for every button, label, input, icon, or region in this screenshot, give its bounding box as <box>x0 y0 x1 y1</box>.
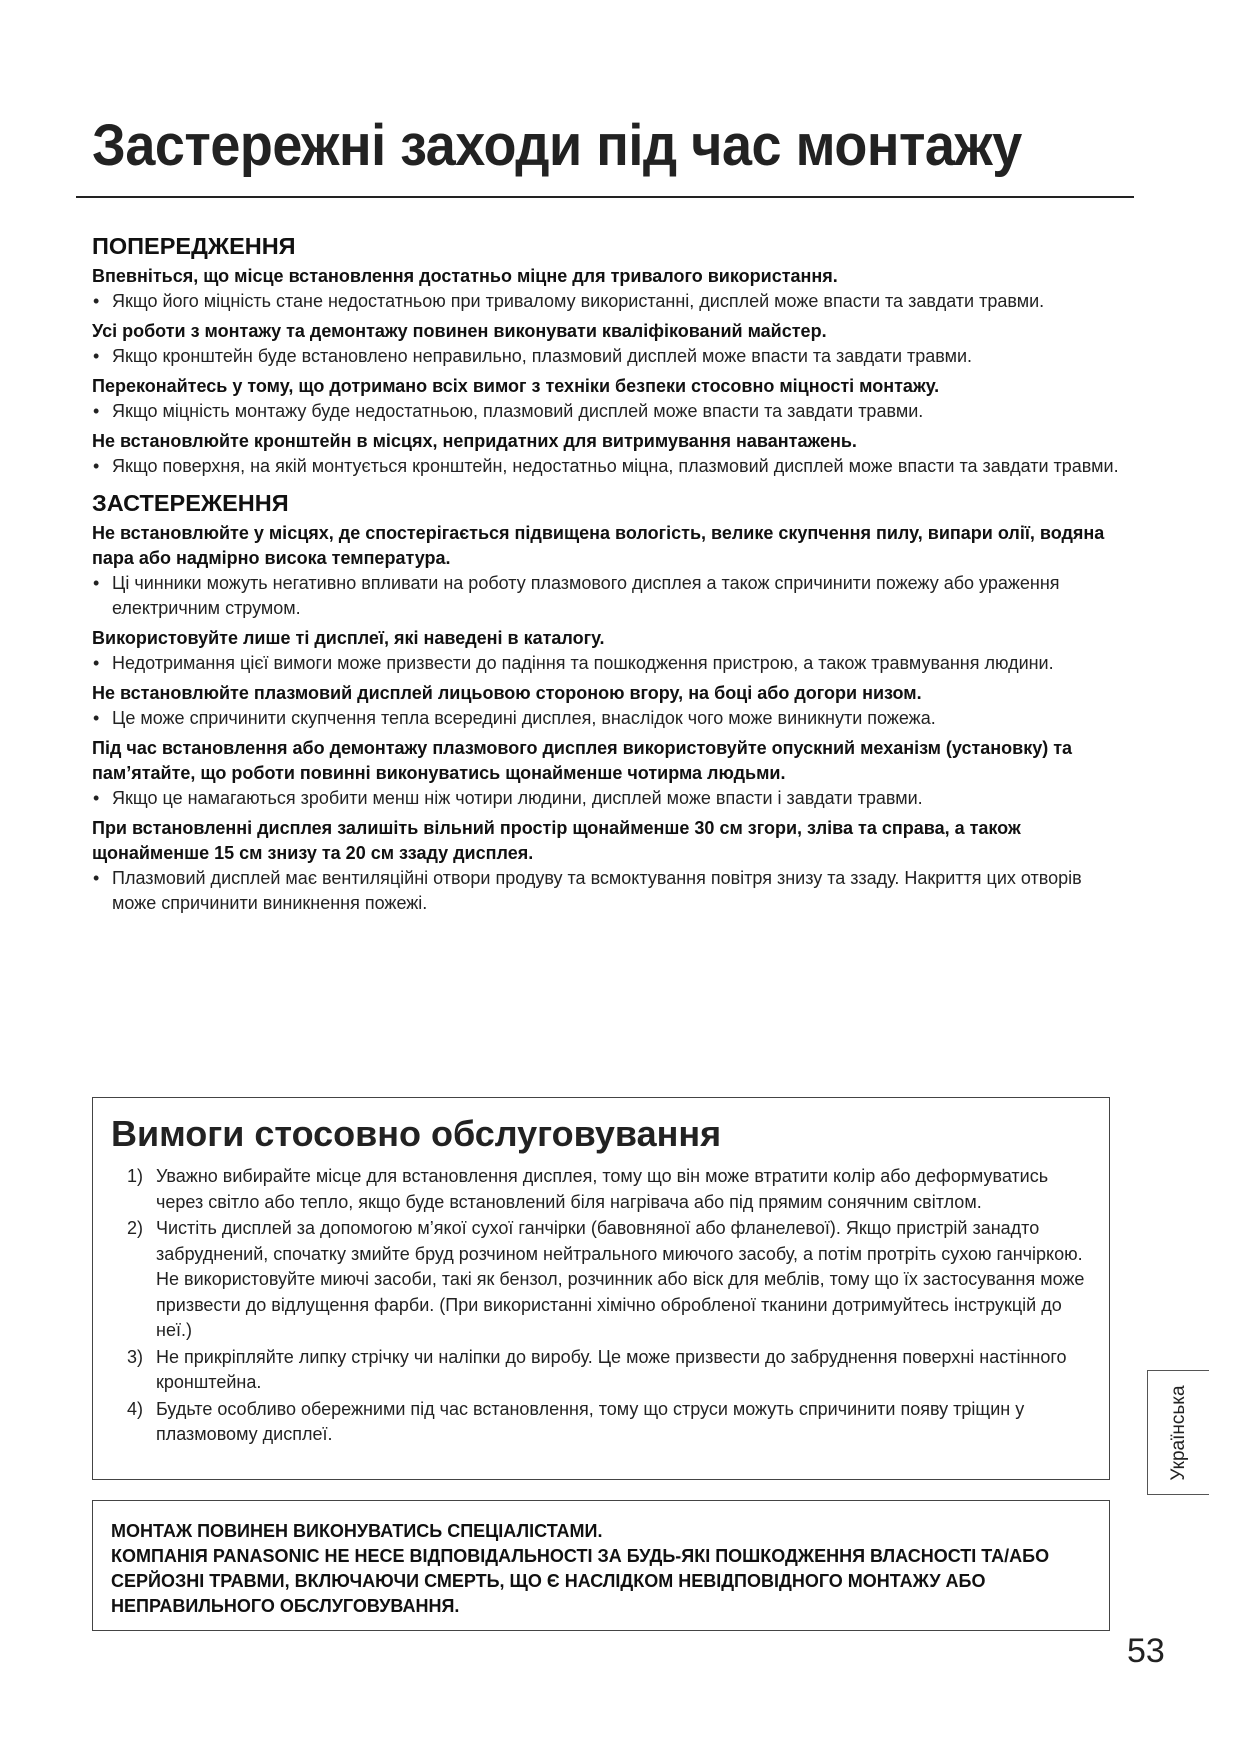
caution-item-title: Використовуйте лише ті дисплеї, які наведені в каталогу. <box>92 628 605 648</box>
bullet-dot-icon: • <box>93 653 100 673</box>
installation-notice-box <box>92 1500 1110 1631</box>
safety-content <box>92 232 1122 921</box>
bullet-dot-icon: • <box>93 401 100 421</box>
caution-item-title: Не встановлюйте плазмовий дисплей лицьовою стороною вгору, на боці або догори низом. <box>92 683 922 703</box>
warning-item-title: Впевніться, що місце встановлення достатньо міцне для тривалого використання. <box>92 266 838 286</box>
caution-item-title: При встановленні дисплея залишіть вільний простір щонайменше 30 см згори, зліва та справа, а також щонайменше 15 см знизу та 20 см ззаду дисплея. <box>92 818 1021 863</box>
caution-item <box>92 626 1122 676</box>
warning-item-bullet <box>92 344 1122 369</box>
page-number: 53 <box>1127 1632 1165 1670</box>
maintenance-item <box>111 1345 1091 1396</box>
maintenance-list <box>111 1164 1091 1448</box>
warning-item <box>92 319 1122 369</box>
bullet-dot-icon: • <box>93 456 100 476</box>
maintenance-item-number: 3) <box>127 1346 144 1367</box>
warning-item-bullet <box>92 289 1122 314</box>
title-divider <box>76 196 1134 198</box>
maintenance-item <box>111 1397 1091 1448</box>
notice-line-specialists: МОНТАЖ ПОВИНЕН ВИКОНУВАТИСЬ СПЕЦІАЛІСТАМИ. <box>111 1521 603 1541</box>
caution-item-title: Під час встановлення або демонтажу плазмового дисплея використовуйте опускний механізм (установку) та пам’ятайте, що роботи повинні виконуватись щонайменше чотирма людьми. <box>92 738 1073 783</box>
bullet-text: Ці чинники можуть негативно впливати на роботу плазмового дисплея а також спричинити пожежу або ураження електричним струмом. <box>112 573 1060 618</box>
caution-item-bullet <box>92 866 1122 916</box>
maintenance-item-text: Не прикріпляйте липку стрічку чи наліпки до виробу. Це може призвести до забруднення поверхні настінного кронштейна. <box>156 1346 1067 1392</box>
warning-heading: ПОПЕРЕДЖЕННЯ <box>92 233 296 259</box>
maintenance-item-number: 4) <box>127 1398 144 1419</box>
bullet-text: Недотримання цієї вимоги може призвести до падіння та пошкодження пристрою, а також травмування людини. <box>112 653 1054 673</box>
caution-heading: ЗАСТЕРЕЖЕННЯ <box>92 490 289 516</box>
page-title: Застережні заходи під час монтажу <box>92 113 1022 178</box>
caution-item <box>92 816 1122 916</box>
caution-item <box>92 736 1122 811</box>
warning-section <box>92 232 1122 479</box>
caution-section <box>92 489 1122 916</box>
warning-item <box>92 374 1122 424</box>
warning-item <box>92 264 1122 314</box>
bullet-dot-icon: • <box>93 708 100 728</box>
caution-item-title: Не встановлюйте у місцях, де спостерігається підвищена вологість, велике скупчення пилу, випари олії, водяна пара або надмірно висока температура. <box>92 523 1105 568</box>
caution-item-bullet <box>92 786 1122 811</box>
warning-item-title: Не встановлюйте кронштейн в місцях, непридатних для витримування навантажень. <box>92 431 857 451</box>
maintenance-title: Вимоги стосовно обслуговування <box>111 1113 722 1154</box>
bullet-text: Це може спричинити скупчення тепла всередині дисплея, внаслідок чого може виникнути пожежа. <box>112 708 936 728</box>
bullet-dot-icon: • <box>93 291 100 311</box>
bullet-dot-icon: • <box>93 788 100 808</box>
bullet-text: Якщо поверхня, на якій монтується кронштейн, недостатньо міцна, плазмовий дисплей може впасти та завдати травми. <box>112 456 1119 476</box>
warning-item-title: Переконайтесь у тому, що дотримано всіх вимог з техніки безпеки стосовно міцності монтажу. <box>92 376 940 396</box>
warning-item <box>92 429 1122 479</box>
bullet-dot-icon: • <box>93 346 100 366</box>
caution-item-bullet <box>92 651 1122 676</box>
maintenance-item <box>111 1216 1091 1344</box>
maintenance-item-text: Будьте особливо обережними під час встановлення, тому що струси можуть спричинити появу тріщин у плазмовому дисплеї. <box>156 1398 1025 1444</box>
notice-line-liability: КОМПАНІЯ PANASONIC НЕ НЕСЕ ВІДПОВІДАЛЬНОСТІ ЗА БУДЬ-ЯКІ ПОШКОДЖЕННЯ ВЛАСНОСТІ ТА/АБО СЕРЙОЗНІ ТРАВМИ, ВКЛЮЧАЮЧИ СМЕРТЬ, ЩО Є НАСЛІДКОМ НЕВІДПОВІДНОГО МОНТАЖУ АБО НЕПРАВИЛЬНОГО ОБСЛУГОВУВАННЯ. <box>111 1546 1050 1616</box>
bullet-dot-icon: • <box>93 868 100 888</box>
caution-item-bullet <box>92 706 1122 731</box>
warning-item-bullet <box>92 454 1122 479</box>
bullet-text: Якщо кронштейн буде встановлено неправильно, плазмовий дисплей може впасти та завдати травми. <box>112 346 973 366</box>
bullet-dot-icon: • <box>93 573 100 593</box>
maintenance-item-number: 1) <box>127 1166 144 1186</box>
warning-item-title: Усі роботи з монтажу та демонтажу повинен виконувати кваліфікований майстер. <box>92 321 827 341</box>
caution-item <box>92 521 1122 621</box>
bullet-text: Якщо це намагаються зробити менш ніж чотири людини, дисплей може впасти і завдати травми. <box>112 788 923 808</box>
caution-item-bullet <box>92 571 1122 621</box>
language-label: Українська <box>1167 1384 1189 1481</box>
maintenance-item-number: 2) <box>127 1218 144 1238</box>
maintenance-item-text: Чистіть дисплей за допомогою м’якої сухої ганчірки (бавовняної або фланелевої). Якщо пристрій занадто забруднений, спочатку змийте бруд розчином нейтрального миючого засобу, а потім протріть сухою ганчіркою. Не використовуйте миючі засоби, такі як бензол, розчинник або віск для меблів, тому що їх застосування може призвести до відлущення фарби. (При використанні хімічно обробленої тканини дотримуйтесь інструкцій до неї.) <box>156 1218 1085 1340</box>
maintenance-item-text: Уважно вибирайте місце для встановлення дисплея, тому що він може втратити колір або деформуватись через світло або тепло, якщо буде встановлений біля нагрівача або під прямим сонячним світлом. <box>156 1166 1049 1212</box>
bullet-text: Якщо його міцність стане недостатньою при тривалому використанні, дисплей може впасти та завдати травми. <box>112 291 1045 311</box>
warning-item-bullet <box>92 399 1122 424</box>
caution-item <box>92 681 1122 731</box>
bullet-text: Якщо міцність монтажу буде недостатньою, плазмовий дисплей може впасти та завдати травми. <box>112 401 924 421</box>
language-tab <box>1147 1370 1209 1495</box>
maintenance-box <box>92 1097 1110 1480</box>
bullet-text: Плазмовий дисплей має вентиляційні отвори продуву та всмоктування повітря знизу та ззаду. Накриття цих отворів може спричинити виникнення пожежі. <box>112 868 1082 913</box>
maintenance-item <box>111 1164 1091 1215</box>
